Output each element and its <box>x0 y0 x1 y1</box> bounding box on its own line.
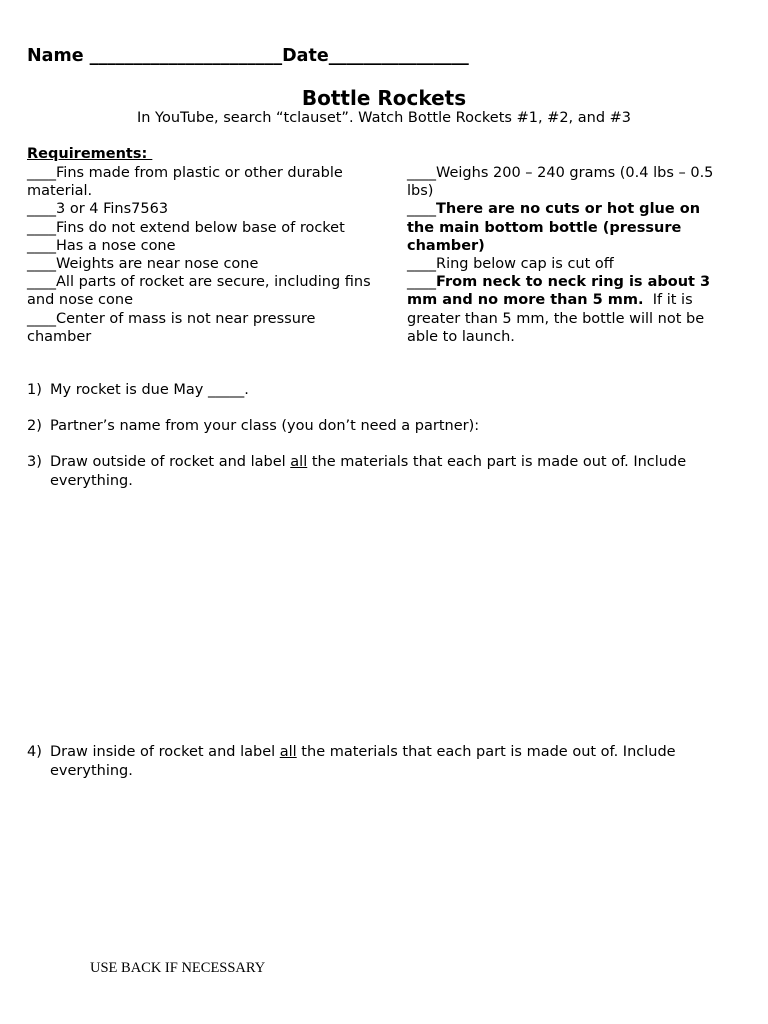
question-text-part: Draw outside of rocket and label <box>50 454 291 470</box>
requirement-item <box>407 273 732 346</box>
underlined-word: all <box>279 744 297 760</box>
question-3 <box>27 453 727 490</box>
requirements-left-column <box>27 164 377 346</box>
requirement-text-bold: From neck to neck ring is about 3 mm and no more than 5 mm. <box>407 274 711 309</box>
requirement-text: Fins do not extend below base of rocket <box>56 219 345 236</box>
requirement-item <box>27 255 377 273</box>
requirement-text: Weights are near nose cone <box>56 256 259 273</box>
checkbox-blank: ____ <box>407 274 436 291</box>
requirement-text: Weighs 200 – 240 grams (0.4 lbs – 0.5 lbs) <box>407 165 714 200</box>
checkbox-blank: ____ <box>407 256 436 273</box>
requirement-text: Ring below cap is cut off <box>436 256 614 273</box>
requirement-text: 3 or 4 Fins7563 <box>56 201 169 218</box>
question-text <box>50 743 727 780</box>
question-text <box>50 453 727 490</box>
underlined-word: all <box>290 454 308 470</box>
question-2 <box>27 417 727 436</box>
name-date-line: Name ______________________Date________________ <box>27 46 469 66</box>
page-title: Bottle Rockets <box>301 86 467 110</box>
checkbox-blank: ____ <box>27 201 56 218</box>
requirement-text-bold: There are no cuts or hot glue on the main bottom bottle (pressure chamber) <box>407 201 701 254</box>
question-number: 4) <box>27 744 42 760</box>
requirement-item <box>27 273 377 309</box>
question-4 <box>27 743 727 780</box>
requirement-item <box>407 164 732 200</box>
requirement-item <box>407 255 732 273</box>
requirement-item <box>27 237 377 255</box>
question-1 <box>27 381 727 400</box>
checkbox-blank: ____ <box>27 237 56 254</box>
checkbox-blank: ____ <box>407 165 436 181</box>
footer-note: USE BACK IF NECESSARY <box>90 960 266 976</box>
question-text: Partner’s name from your class (you don’t need a partner): <box>50 418 480 434</box>
checkbox-blank: ____ <box>407 201 436 218</box>
question-number: 2) <box>27 418 42 434</box>
question-text-part: the materials that each part is made out of. Include everything. <box>50 454 687 489</box>
requirement-item <box>407 200 732 255</box>
question-number: 3) <box>27 454 42 470</box>
checkbox-blank: ____ <box>27 310 56 327</box>
checkbox-blank: ____ <box>27 165 56 181</box>
checkbox-blank: ____ <box>27 256 56 273</box>
requirement-item <box>27 310 377 346</box>
question-text: My rocket is due May _____. <box>50 382 249 398</box>
requirements-right-column <box>407 164 732 346</box>
checkbox-blank: ____ <box>27 219 56 236</box>
requirements-heading: Requirements: <box>27 146 153 162</box>
question-text-part: the materials that each part is made out of. Include everything. <box>50 744 676 779</box>
requirement-item <box>27 164 377 200</box>
checkbox-blank: ____ <box>27 274 56 291</box>
requirement-item <box>27 200 377 218</box>
question-number: 1) <box>27 382 42 398</box>
requirement-text: If it is greater than 5 mm, the bottle will not be able to launch. <box>407 292 709 345</box>
page-subtitle: In YouTube, search “tclauset”. Watch Bottle Rockets #1, #2, and #3 <box>136 110 632 126</box>
requirement-text: Fins made from plastic or other durable material. <box>27 165 343 200</box>
requirement-item <box>27 219 377 237</box>
requirement-text: All parts of rocket are secure, including fins and nose cone <box>27 274 371 309</box>
requirement-text: Center of mass is not near pressure chamber <box>27 310 316 345</box>
question-text-part: Draw inside of rocket and label <box>50 744 280 760</box>
requirement-text: Has a nose cone <box>56 237 176 254</box>
